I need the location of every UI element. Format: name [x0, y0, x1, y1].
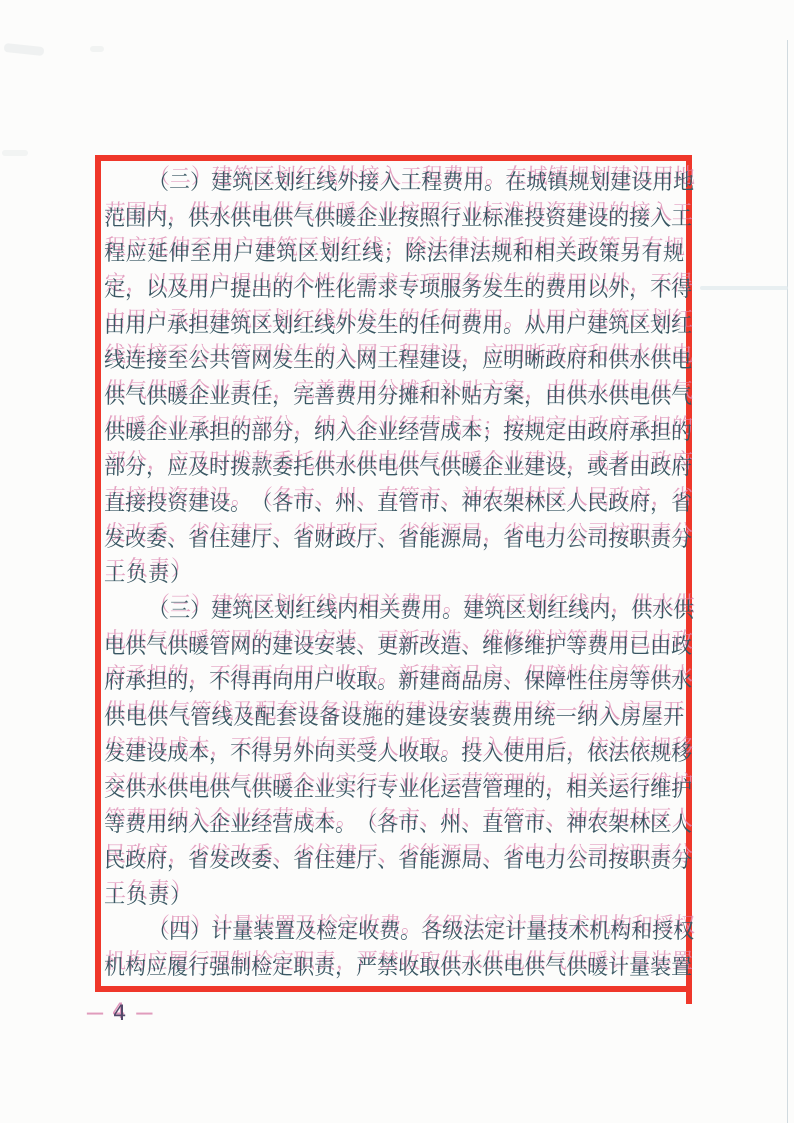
- text-line: 供 气 供 暖 企 业 责 任 ， 完 善 费 用 分 摊 和 补 贴 方 案 ， 由 供 水 供 电 供 气: [104, 383, 692, 408]
- paragraph-metering-fees: [104, 912, 694, 983]
- scan-smudge: [4, 43, 45, 56]
- text-line: 由 用 户 承 担 建 筑 区 划 红 线 外 发 生 的 任 何 费 用 。 从 用 户 建 筑 区 划 红: [104, 312, 692, 337]
- paragraph-red-line-internal-fees: [104, 591, 694, 912]
- page-number-dash-left: —: [86, 1002, 104, 1024]
- text-line: 府 承 担 的 ， 不 得 再 向 用 户 收 取 。 新 建 商 品 房 、 保 障 性 住 房 等 供 水: [104, 669, 692, 694]
- paragraph-red-line-external-fees: [104, 163, 694, 591]
- scan-smudge: [2, 150, 28, 156]
- text-line: 部 分 ， 应 及 时 拨 款 委 托 供 水 供 电 供 气 供 暖 企 业 建 设 ， 或 者 由 政 府: [104, 455, 692, 480]
- text-line: 直 接 投 资 建 设 。 （ 各 市 、 州 、 直 管 市 、 神 农 架 林 区 人 民 政 府 ， 省: [104, 491, 692, 516]
- text-line: 工 负 责 ）: [104, 562, 192, 587]
- text-line: 电 供 气 供 暖 管 网 的 建 设 安 装 、 更 新 改 造 、 维 修 维 护 等 费 用 已 由 政: [104, 633, 692, 658]
- text-line: 供 电 供 气 管 线 及 配 套 设 备 设 施 的 建 设 安 装 费 用 统 一 纳 入 房 屋 开: [104, 705, 684, 730]
- text-line: 民 政 府 ， 省 发 改 委 、 省 住 建 厅 、 省 能 源 局 、 省 电 力 公 司 按 职 责 分: [104, 847, 692, 872]
- text-line: 供 暖 企 业 承 担 的 部 分 ， 纳 入 企 业 经 营 成 本 ； 按 规 定 由 政 府 承 担 的: [104, 419, 692, 444]
- text-line: （ 四 ） 计 量 装 置 及 检 定 收 费 。 各 级 法 定 计 量 技 术 机 构 和 授 权: [148, 919, 694, 944]
- scan-smudge: [700, 286, 788, 290]
- text-line: 发 建 设 成 本 ， 不 得 另 外 向 买 受 人 收 取 。 投 入 使 用 后 ， 依 法 依 规 移: [104, 740, 692, 765]
- text-line: （ 三 ） 建 筑 区 划 红 线 内 相 关 费 用 。 建 筑 区 划 红 线 内 ， 供 水 供: [148, 598, 694, 623]
- text-line: 范 围 内 ， 供 水 供 电 供 气 供 暖 企 业 按 照 行 业 标 准 投 资 建 设 的 接 入 工: [104, 205, 692, 230]
- text-line: 交 供 水 供 电 供 气 供 暖 企 业 实 行 专 业 化 运 营 管 理 的 ， 相 关 运 行 维 护: [104, 776, 692, 801]
- text-line: 等 费 用 纳 入 企 业 经 营 成 本 。 （ 各 市 、 州 、 直 管 市 、 神 农 架 林 区 人: [104, 812, 692, 837]
- text-line: 线 连 接 至 公 共 管 网 发 生 的 入 网 工 程 建 设 ， 应 明 晰 政 府 和 供 水 供 电: [104, 348, 692, 373]
- text-line: 定 ， 以 及 用 户 提 出 的 个 性 化 需 求 专 项 服 务 发 生 的 费 用 以 外 ， 不 得: [104, 276, 692, 301]
- text-line: （ 二 ） 建 筑 区 划 红 线 外 接 入 工 程 费 用 。 在 城 镇 规 划 建 设 用 地: [148, 169, 694, 194]
- text-line: 发 改 委 、 省 住 建 厅 、 省 财 政 厅 、 省 能 源 局 ， 省 电 力 公 司 按 职 责 分: [104, 526, 692, 551]
- red-annotation-frame: [95, 155, 692, 992]
- text-line: 工 负 责 ）: [104, 883, 192, 908]
- scan-smudge: [90, 46, 104, 52]
- page-number: [86, 1001, 153, 1025]
- scan-vertical-line: [787, 40, 788, 1123]
- text-line: 程 应 延 伸 至 用 户 建 筑 区 划 红 线 ； 除 法 律 法 规 和 相 关 政 策 另 有 规: [104, 241, 684, 266]
- red-frame-overhang: [686, 991, 692, 1004]
- text-line: 机 构 应 履 行 强 制 检 定 职 责 ， 严 禁 收 取 供 水 供 电 供 气 供 暖 计 量 装 置: [104, 954, 692, 979]
- page-number-dash-right: —: [135, 1002, 154, 1024]
- page-number-value: 4: [113, 1001, 127, 1025]
